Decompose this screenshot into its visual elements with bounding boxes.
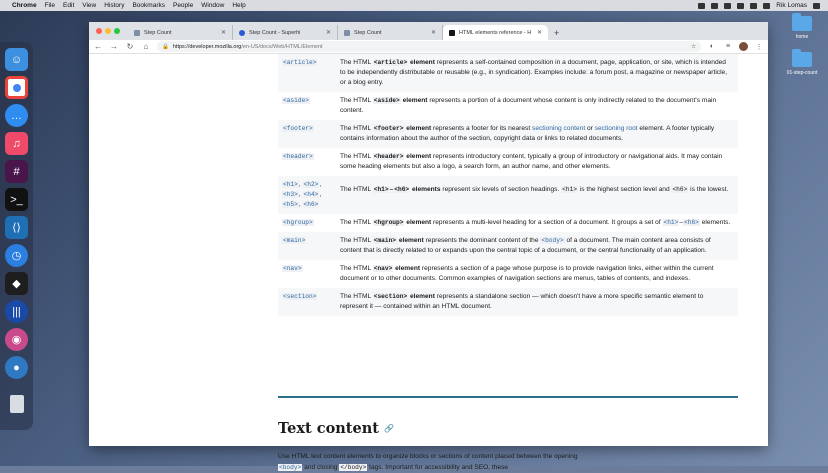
close-icon[interactable]: ✕ [325, 30, 331, 36]
forward-arrow-icon[interactable]: → [110, 42, 118, 51]
close-window-icon[interactable] [96, 28, 102, 34]
tag-link-aside[interactable]: <aside> [283, 97, 309, 104]
tag-link-h2[interactable]: <h2> [303, 181, 319, 188]
row-description: The HTML <section> element represents a standalone section — which doesn't have a more specific semantic element to represent it — contained within an HTML document. [340, 293, 704, 310]
menu-bookmarks[interactable]: Bookmarks [132, 2, 165, 9]
tab-title: Step Count - Superhi [249, 29, 301, 36]
page-favicon-icon [344, 30, 350, 36]
tab-2[interactable] [233, 25, 338, 40]
menubar-user[interactable]: Rik Lomas [776, 2, 807, 9]
tweetbot-icon[interactable]: ● [5, 356, 28, 379]
table-row [278, 214, 738, 232]
menu-edit[interactable]: Edit [63, 2, 75, 9]
body-inline-link[interactable]: <body> [541, 237, 564, 244]
row-description: The HTML <h1>–<h6> elements represent six levels of section headings. <h1> is the highest section level and <h6> is the lowest. [340, 186, 729, 193]
body-open-link[interactable]: <body> [279, 464, 302, 471]
search-icon[interactable] [763, 3, 770, 9]
row-description: The HTML <aside> element represents a portion of a document whose content is only indirectly related to the document's main content. [340, 97, 717, 114]
browser-toolbar [89, 40, 768, 54]
extension-icon[interactable]: ◐ [709, 43, 715, 50]
h6-inline-link[interactable]: <h6> [684, 219, 699, 226]
elements-table [278, 54, 738, 316]
tag-link-article[interactable]: <article> [283, 59, 317, 66]
page-favicon-icon [134, 30, 140, 36]
page-content [89, 54, 768, 471]
messages-icon[interactable]: … [5, 104, 28, 127]
tab-title: HTML elements reference - H [459, 29, 532, 36]
row-description: The HTML <hgroup> element represents a multi-level heading for a section of a document. It groups a set of <h1>–<h6> elements. [340, 219, 731, 226]
text-content-paragraph: Use HTML text content elements to organize blocks or sections of content placed between the opening <body> and closing </body> tags. Important for accessibility and SEO, these [278, 453, 578, 471]
menu-window[interactable]: Window [201, 2, 225, 9]
tag-link-main[interactable]: <main> [283, 237, 306, 244]
close-icon[interactable]: ✕ [220, 30, 226, 36]
reload-icon[interactable]: ↻ [126, 42, 134, 51]
wifi-icon[interactable] [737, 3, 744, 9]
zoom-window-icon[interactable] [114, 28, 120, 34]
url-path: /en-US/docs/Web/HTML/Element [241, 43, 323, 50]
home-icon[interactable]: ⌂ [143, 42, 149, 51]
table-row [278, 232, 738, 260]
battery-icon[interactable] [750, 3, 757, 9]
tab-3[interactable] [338, 25, 443, 40]
menu-help[interactable]: Help [232, 2, 246, 9]
tab-title: Step Count [144, 29, 172, 36]
desktop-folder-step-count[interactable] [784, 52, 820, 76]
display-icon[interactable] [711, 3, 718, 9]
slack-icon[interactable]: # [5, 160, 28, 183]
control-center-icon[interactable] [813, 3, 820, 9]
folder-label: home [795, 34, 809, 40]
row-description: The HTML <header> element represents introductory content, typically a group of introductory or navigational aids. It may contain some heading elements but also a logo, a search form, an author name, and other elements. [340, 153, 723, 170]
star-icon[interactable]: ☆ [691, 43, 696, 50]
tag-link-h5[interactable]: <h5> [283, 201, 298, 208]
minimize-window-icon[interactable] [105, 28, 111, 34]
lock-icon[interactable]: 🔒 [162, 43, 169, 50]
table-row [278, 176, 738, 214]
tab-strip [89, 22, 768, 40]
vscode-icon[interactable]: ⟨⟩ [5, 216, 28, 239]
tag-link-nav[interactable]: <nav> [283, 265, 302, 272]
text-content-heading [278, 420, 394, 437]
dock [0, 42, 33, 430]
tab-title: Step Count [354, 29, 382, 36]
mac-menubar [0, 0, 828, 11]
table-row [278, 288, 738, 316]
browser-window [89, 22, 768, 471]
tab-1[interactable] [128, 25, 233, 40]
close-icon[interactable]: ✕ [430, 30, 436, 36]
sectioning-content-link[interactable]: sectioning content [532, 125, 586, 132]
clock-icon[interactable]: ◷ [5, 244, 28, 267]
section-divider [278, 396, 738, 398]
tag-link-section[interactable]: <section> [283, 293, 317, 300]
tag-link-hgroup[interactable]: <hgroup> [283, 219, 313, 226]
kebab-menu-icon[interactable]: ⋮ [755, 43, 763, 51]
table-row [278, 92, 738, 120]
tag-link-footer[interactable]: <footer> [283, 125, 313, 132]
tag-link-header[interactable]: <header> [283, 153, 313, 160]
row-description: The HTML <footer> element represents a footer for its nearest sectioning content or sectioning root element. A footer typically contains information about the author of the section, copyright data or links to related documents. [340, 125, 715, 142]
superhi-favicon-icon [239, 30, 245, 36]
h1-inline-link[interactable]: <h1> [663, 219, 679, 226]
profile-avatar[interactable] [739, 42, 748, 51]
menu-history[interactable]: History [104, 2, 125, 9]
row-description: The HTML <nav> element represents a section of a page whose purpose is to provide navigation links, either within the current document or to other documents. Common examples of navigation sections are menus, tables of contents, and indexes. [340, 265, 714, 282]
heading-text: Text content [278, 420, 379, 437]
window-controls [93, 22, 128, 40]
row-description: The HTML <main> element represents the dominant content of the <body> of a document. The main content area consists of content that is directly related to or expands upon the central topic of a document, or the central functionality of an application. [340, 237, 711, 254]
camera-icon[interactable] [698, 3, 705, 9]
body-close-code: </body> [340, 464, 367, 471]
close-icon[interactable]: ✕ [536, 30, 542, 36]
finder-icon[interactable]: ☺ [5, 48, 28, 71]
media-icon[interactable]: ≡ [725, 43, 731, 50]
url-host: https://developer.mozilla.org [172, 43, 242, 50]
menu-view[interactable]: View [82, 2, 97, 9]
table-row [278, 54, 738, 92]
table-row [278, 260, 738, 288]
tag-link-h3[interactable]: <h3> [283, 191, 298, 198]
menu-app-name[interactable]: Chrome [12, 2, 37, 9]
trash-icon[interactable] [5, 392, 28, 415]
tag-link-h4[interactable]: <h4> [303, 191, 319, 198]
figma-icon[interactable]: ◆ [5, 272, 28, 295]
folder-icon [792, 16, 812, 31]
table-row [278, 148, 738, 176]
mdn-favicon-icon [449, 30, 455, 36]
heading-tags: <h1>, <h2>, <h3>, <h4>, <h5>, <h6> [283, 181, 322, 208]
folder-icon [792, 52, 812, 67]
address-bar[interactable] [157, 41, 701, 52]
menu-file[interactable]: File [44, 2, 56, 9]
desktop-folder-home[interactable] [784, 16, 820, 40]
back-arrow-icon[interactable]: ← [94, 42, 102, 51]
menu-people[interactable]: People [172, 2, 194, 9]
bluetooth-icon[interactable] [724, 3, 731, 9]
tag-link-h6[interactable]: <h6> [303, 201, 319, 208]
terminal-icon[interactable]: >_ [5, 188, 28, 211]
color-picker-icon[interactable]: ◉ [5, 328, 28, 351]
tag-link-h1[interactable]: <h1> [283, 181, 298, 188]
music-icon[interactable]: ♫ [5, 132, 28, 155]
chrome-icon[interactable] [5, 76, 28, 99]
link-anchor-icon[interactable]: 🔗 [383, 424, 394, 433]
row-description: The HTML <article> element represents a self-contained composition in a document, page, application, or site, which is intended to be independently distributable or reusable (e.g., in syndication). Examples include: a forum post, a magazine or newspaper article, or a blog entry. [340, 59, 728, 86]
sectioning-root-link[interactable]: sectioning root [594, 125, 638, 132]
menubar-tray [698, 2, 828, 9]
folder-label: 01-step-count [786, 70, 818, 76]
tab-4-active[interactable] [443, 25, 548, 40]
table-row [278, 120, 738, 148]
new-tab-button[interactable]: + [554, 27, 560, 38]
app-bars-icon[interactable]: ||| [5, 300, 28, 323]
